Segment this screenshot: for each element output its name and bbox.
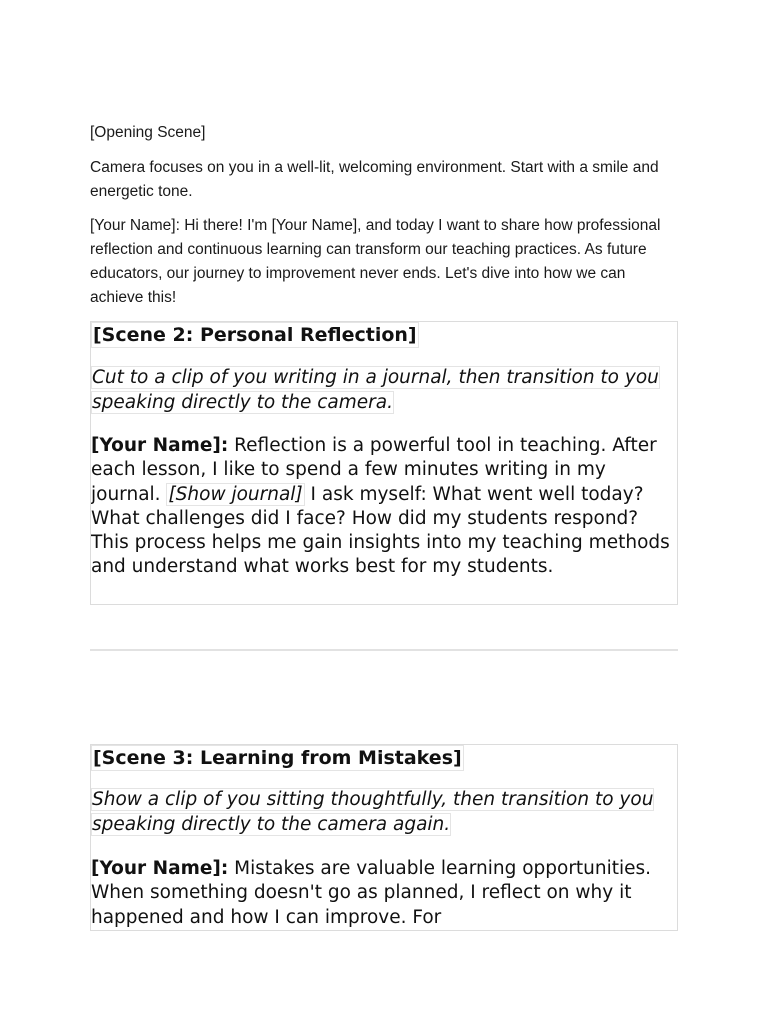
scene-2-speech-part-2: I ask myself: What went well today? What challenges did I face? How did my students respond? This process helps me gain insights into my teaching methods and understand what works best for my students. xyxy=(91,483,670,578)
scene-2-block xyxy=(90,321,678,605)
scene-3-speech xyxy=(91,857,677,930)
scene-2-direction: Cut to a clip of you writing in a journal, then transition to you speaking directly to the camera. xyxy=(92,367,659,413)
scene-3-title: [Scene 3: Learning from Mistakes] xyxy=(93,747,462,769)
scene-3-direction: Show a clip of you sitting thoughtfully, then transition to you speaking directly to the camera again. xyxy=(92,789,654,835)
opening-scene-label: [Opening Scene] xyxy=(90,124,206,141)
scene-2-show-journal-cue: [Show journal] xyxy=(168,483,303,505)
scene-2-speech xyxy=(91,434,677,580)
scene-2-speaker: [Your Name]: xyxy=(91,435,229,456)
opening-scene-speech: [Your Name]: Hi there! I'm [Your Name], and today I want to share how professional reflection and continuous learning can transform our teaching practices. As future educators, our journey to improvement never ends. Let's dive into how we can achieve this! xyxy=(90,217,661,306)
scene-3-direction-paragraph xyxy=(91,788,677,837)
scene-2-speech-part-1: Reflection is a powerful tool in teaching. After each lesson, I like to spend a few minutes writing in my journal. xyxy=(91,435,657,505)
scene-3-speaker: [Your Name]: xyxy=(91,858,229,879)
scene-3-block xyxy=(90,744,678,931)
scene-2-title: [Scene 2: Personal Reflection] xyxy=(93,324,417,346)
scene-3-speech-text: Mistakes are valuable learning opportunities. When something doesn't go as planned, I reflect on why it happened and how I can improve. For xyxy=(91,858,652,928)
scene-2-direction-paragraph xyxy=(91,366,677,415)
section-divider xyxy=(90,649,678,651)
opening-scene-direction: Camera focuses on you in a well-lit, welcoming environment. Start with a smile and energetic tone. xyxy=(90,159,659,200)
